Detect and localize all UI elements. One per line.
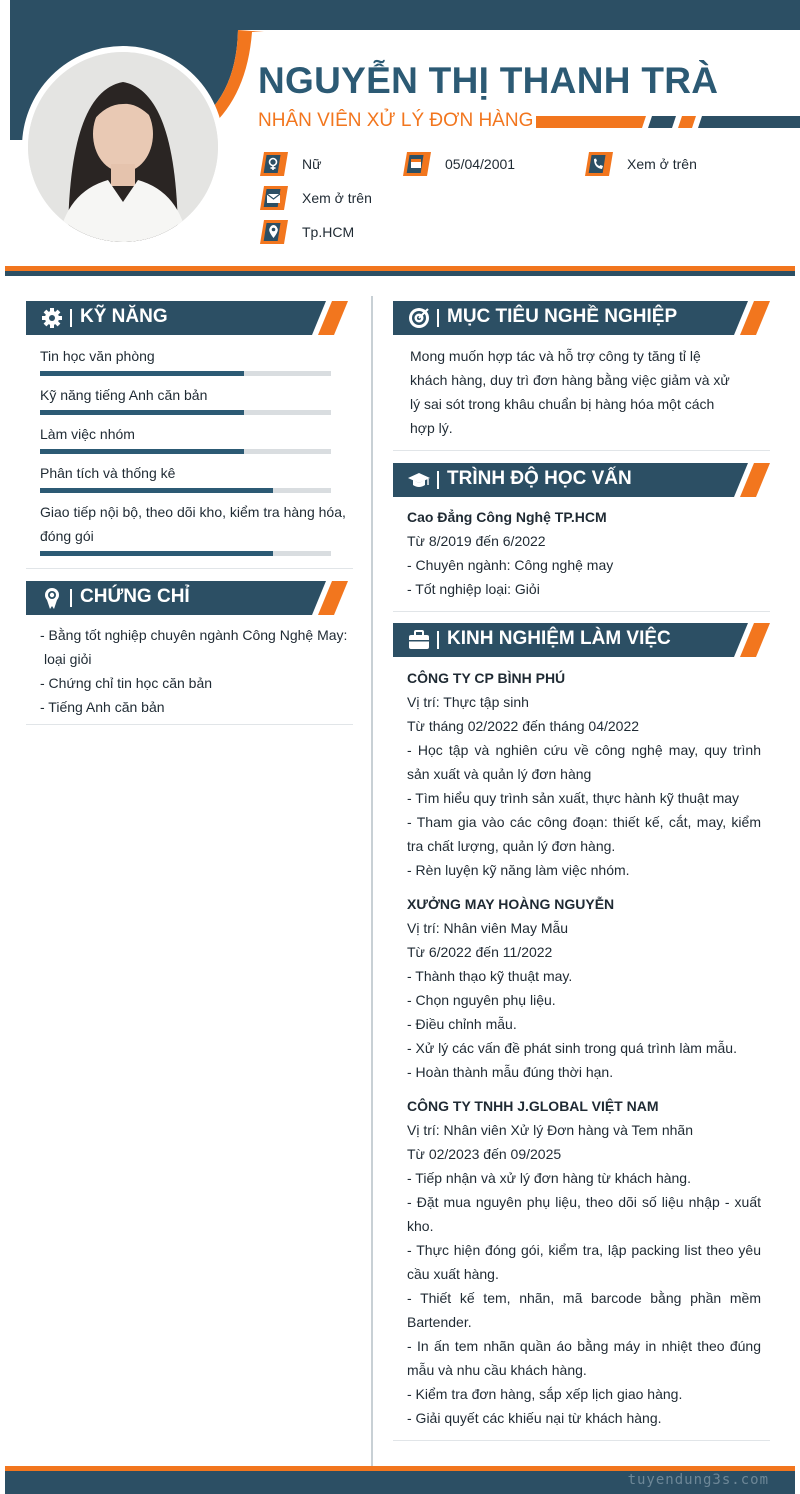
certificate-item: - Bằng tốt nghiệp chuyên ngành Công Nghệ May: [40, 627, 348, 643]
job-bullet: - Giải quyết các khiếu nại từ khách hàng. [407, 1410, 662, 1426]
job-company: XƯỞNG MAY HOÀNG NGUYỄN [407, 896, 615, 912]
education-school: Cao Đẳng Công Nghệ TP.HCM [407, 509, 607, 525]
job-bullet: - In ấn tem nhãn quần áo bằng máy in nhiệt theo đúng mẫu và nhu cầu khách hàng. [407, 1338, 761, 1378]
certificate-item: loại giỏi [44, 651, 92, 667]
education-period: Từ 8/2019 đến 6/2022 [407, 533, 546, 549]
job-position: Vị trí: Nhân viên May Mẫu [407, 920, 569, 936]
objective-header [393, 301, 770, 335]
email-info [260, 186, 372, 210]
footer-bar [5, 1466, 795, 1494]
address-info [260, 220, 354, 244]
phone-icon [585, 152, 613, 176]
job-title: NHÂN VIÊN XỬ LÝ ĐƠN HÀNG [258, 110, 534, 131]
address-value: Tp.HCM [302, 224, 355, 240]
header-separator [70, 589, 72, 607]
job-bullet: - Hoàn thành mẫu đúng thời hạn. [407, 1064, 614, 1080]
skill-bar-fill [40, 410, 244, 415]
calendar-icon [403, 152, 431, 176]
job-bullet: - Điều chỉnh mẫu. [407, 1016, 517, 1032]
skill-bar-fill [40, 449, 244, 454]
gender-icon [260, 152, 288, 176]
medal-icon [40, 586, 64, 610]
job-position: Vị trí: Nhân viên Xử lý Đơn hàng và Tem nhãn [407, 1122, 693, 1138]
section-divider [393, 611, 770, 612]
job-bullet: - Đặt mua nguyên phụ liệu, theo dõi số liệu nhập - xuất kho. [407, 1194, 761, 1234]
section-divider [26, 724, 353, 725]
job-bullet: - Chọn nguyên phụ liệu. [407, 992, 556, 1008]
job-period: Từ tháng 02/2022 đến tháng 04/2022 [407, 718, 640, 734]
phone-value: Xem ở trên [627, 156, 697, 172]
job-title-stripes [536, 116, 800, 128]
skill-label: Giao tiếp nội bộ, theo dõi kho, kiểm tra hàng hóa, đóng gói [40, 504, 346, 544]
section-divider [393, 450, 770, 451]
section-divider [26, 568, 353, 569]
education-title: TRÌNH ĐỘ HỌC VẤN [447, 468, 632, 489]
skills-header-bg [26, 301, 348, 335]
job-period: Từ 02/2023 đến 09/2025 [407, 1146, 562, 1162]
briefcase-icon [407, 628, 431, 652]
skill-label: Làm việc nhóm [40, 426, 135, 442]
objective-title: MỤC TIÊU NGHỀ NGHIỆP [447, 306, 678, 327]
gender-info [260, 152, 321, 176]
job-position: Vị trí: Thực tập sinh [407, 694, 529, 710]
birthday-value: 05/04/2001 [445, 156, 516, 172]
header-separator [70, 309, 72, 327]
email-value: Xem ở trên [302, 190, 372, 206]
gear-icon [40, 306, 64, 330]
skill-bar [40, 449, 331, 454]
skill-bar-fill [40, 488, 273, 493]
candidate-name: NGUYỄN THỊ THANH TRÀ [258, 60, 719, 101]
job-company: CÔNG TY CP BÌNH PHÚ [407, 670, 566, 686]
header-separator [437, 631, 439, 649]
skill-bar-fill [40, 551, 273, 556]
certificates-header [26, 581, 348, 615]
education-grade: - Tốt nghiệp loại: Giỏi [407, 581, 540, 597]
skill-bar-fill [40, 371, 244, 376]
skill-bar [40, 371, 331, 376]
avatar [22, 46, 224, 248]
header-divider [5, 266, 795, 276]
job-bullet: - Xử lý các vấn đề phát sinh trong quá trình làm mẫu. [407, 1040, 737, 1056]
certificate-item: - Tiếng Anh căn bản [40, 699, 165, 715]
job-bullet: - Thành thạo kỹ thuật may. [407, 968, 573, 984]
skill-bar [40, 488, 331, 493]
skill-label: Tin học văn phòng [40, 348, 155, 364]
skill-label: Phân tích và thống kê [40, 465, 176, 481]
job-bullet: - Kiểm tra đơn hàng, sắp xếp lịch giao hàng. [407, 1386, 683, 1402]
column-divider [371, 296, 373, 1468]
experience-title: KINH NGHIỆM LÀM VIỆC [447, 628, 671, 649]
location-icon [260, 220, 288, 244]
skills-title: KỸ NĂNG [80, 306, 168, 327]
job-bullet: - Thực hiện đóng gói, kiểm tra, lập packing list theo yêu cầu xuất hàng. [407, 1242, 761, 1282]
graduation-cap-icon [407, 468, 431, 492]
job-bullet: - Tham gia vào các công đoạn: thiết kế, cắt, may, kiểm tra chất lượng, quản lý đơn hàng. [407, 814, 761, 854]
experience-header [393, 623, 770, 657]
job-company: CÔNG TY TNHH J.GLOBAL VIỆT NAM [407, 1098, 659, 1114]
gender-value: Nữ [302, 156, 322, 172]
header-separator [437, 309, 439, 327]
skill-bar [40, 551, 331, 556]
phone-info [585, 152, 697, 176]
education-header [393, 463, 770, 497]
job-period: Từ 6/2022 đến 11/2022 [407, 944, 553, 960]
job-bullet: - Tiếp nhận và xử lý đơn hàng từ khách hàng. [407, 1170, 691, 1186]
job-bullet: - Học tập và nghiên cứu về công nghệ may, quy trình sản xuất và quản lý đơn hàng [407, 742, 761, 782]
job-bullet: - Tìm hiểu quy trình sản xuất, thực hành kỹ thuật may [407, 790, 740, 806]
skill-label: Kỹ năng tiếng Anh căn bản [40, 387, 208, 403]
birthday-info [403, 152, 515, 176]
certificate-item: - Chứng chỉ tin học căn bản [40, 675, 213, 691]
target-icon [407, 306, 431, 330]
skills-header [26, 301, 348, 335]
certificates-title: CHỨNG CHỈ [80, 586, 190, 607]
watermark: tuyendung3s.com [627, 1472, 769, 1488]
education-major: - Chuyên ngành: Công nghệ may [407, 557, 614, 573]
section-divider [393, 1440, 770, 1441]
mail-icon [260, 186, 288, 210]
skill-bar [40, 410, 331, 415]
header-separator [437, 471, 439, 489]
job-bullet: - Thiết kế tem, nhãn, mã barcode bằng phần mềm Bartender. [407, 1290, 761, 1330]
objective-text: Mong muốn hợp tác và hỗ trợ công ty tăng tỉ lệ khách hàng, duy trì đơn hàng bằng việc giảm và xử lý sai sót trong khâu chuẩn bị hàng hóa một cách hợp lý. [410, 348, 730, 436]
job-bullet: - Rèn luyện kỹ năng làm việc nhóm. [407, 862, 630, 878]
